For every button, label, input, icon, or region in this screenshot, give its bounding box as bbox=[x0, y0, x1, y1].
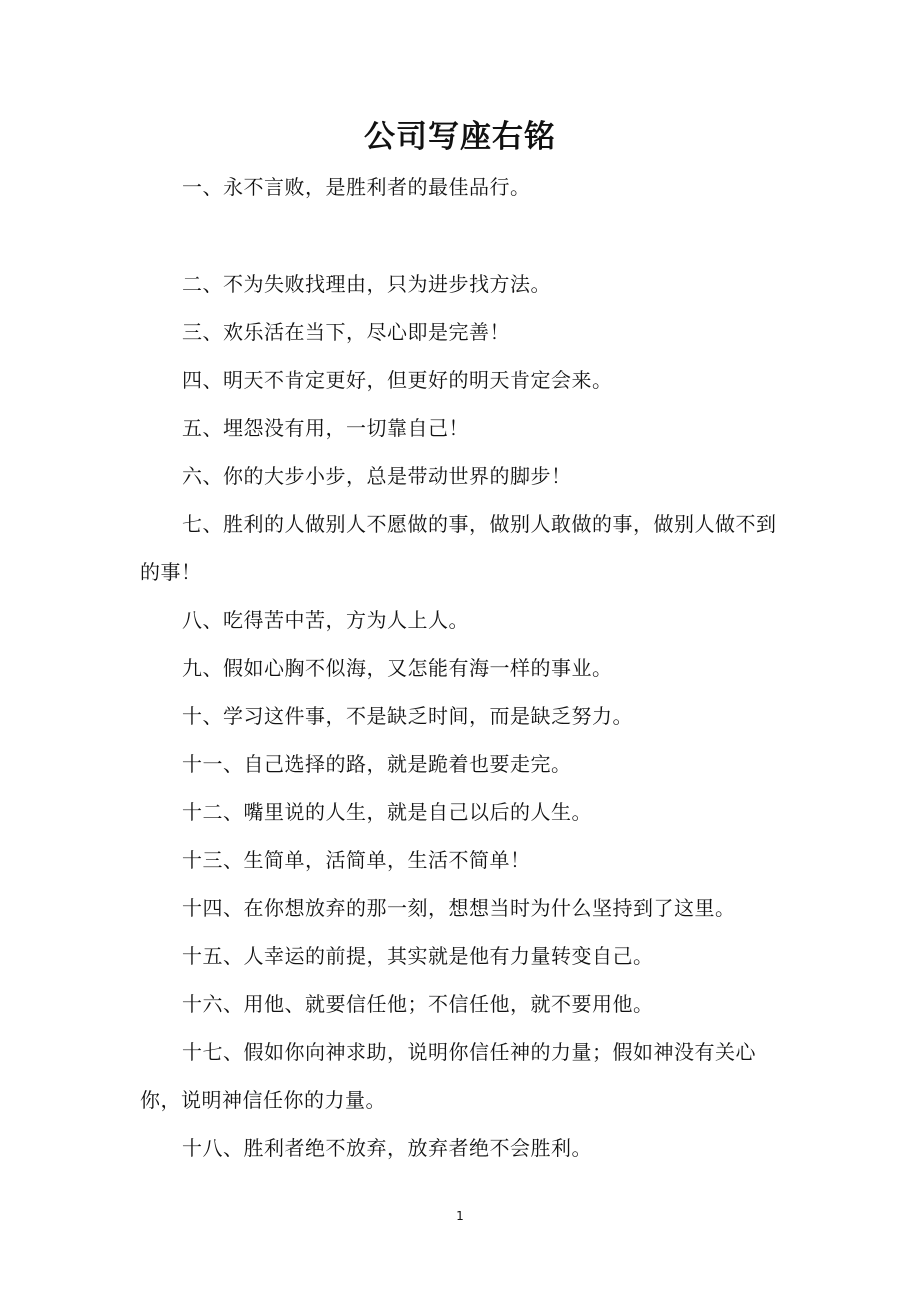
paragraph-2: 二、不为失败找理由，只为进步找方法。 bbox=[182, 272, 551, 296]
paragraph-6: 六、你的大步小步，总是带动世界的脚步！ bbox=[182, 464, 572, 488]
paragraph-gap bbox=[140, 211, 780, 260]
paragraph-12: 十二、嘴里说的人生，就是自己以后的人生。 bbox=[182, 800, 592, 824]
paragraph-18: 十八、胜利者绝不放弃，放弃者绝不会胜利。 bbox=[182, 1136, 592, 1160]
paragraph-1: 一、永不言败，是胜利者的最佳品行。 bbox=[182, 175, 531, 199]
paragraph-16: 十六、用他、就要信任他；不信任他，就不要用他。 bbox=[182, 992, 654, 1016]
document-title: 公司写座右铭 bbox=[364, 119, 556, 155]
paragraph-9: 九、假如心胸不似海，又怎能有海一样的事业。 bbox=[182, 656, 613, 680]
document-body bbox=[140, 163, 780, 1172]
paragraph-7: 七、胜利的人做别人不愿做的事，做别人敢做的事，做别人做不到的事！ bbox=[140, 512, 777, 584]
paragraph-4: 四、明天不肯定更好，但更好的明天肯定会来。 bbox=[182, 368, 613, 392]
page-number: 1 bbox=[456, 1209, 464, 1223]
paragraph-10: 十、学习这件事，不是缺乏时间，而是缺乏努力。 bbox=[182, 704, 633, 728]
paragraph-15: 十五、人幸运的前提，其实就是他有力量转变自己。 bbox=[182, 944, 654, 968]
paragraph-5: 五、埋怨没有用，一切靠自己！ bbox=[182, 416, 469, 440]
paragraph-8: 八、吃得苦中苦，方为人上人。 bbox=[182, 608, 469, 632]
paragraph-3: 三、欢乐活在当下，尽心即是完善！ bbox=[182, 320, 510, 344]
paragraph-17: 十七、假如你向神求助，说明你信任神的力量；假如神没有关心你，说明神信任你的力量。 bbox=[140, 1040, 756, 1112]
paragraph-11: 十一、自己选择的路，就是跪着也要走完。 bbox=[182, 752, 572, 776]
paragraph-14: 十四、在你想放弃的那一刻，想想当时为什么坚持到了这里。 bbox=[182, 896, 736, 920]
paragraph-13: 十三、生简单，活简单，生活不简单！ bbox=[182, 848, 531, 872]
